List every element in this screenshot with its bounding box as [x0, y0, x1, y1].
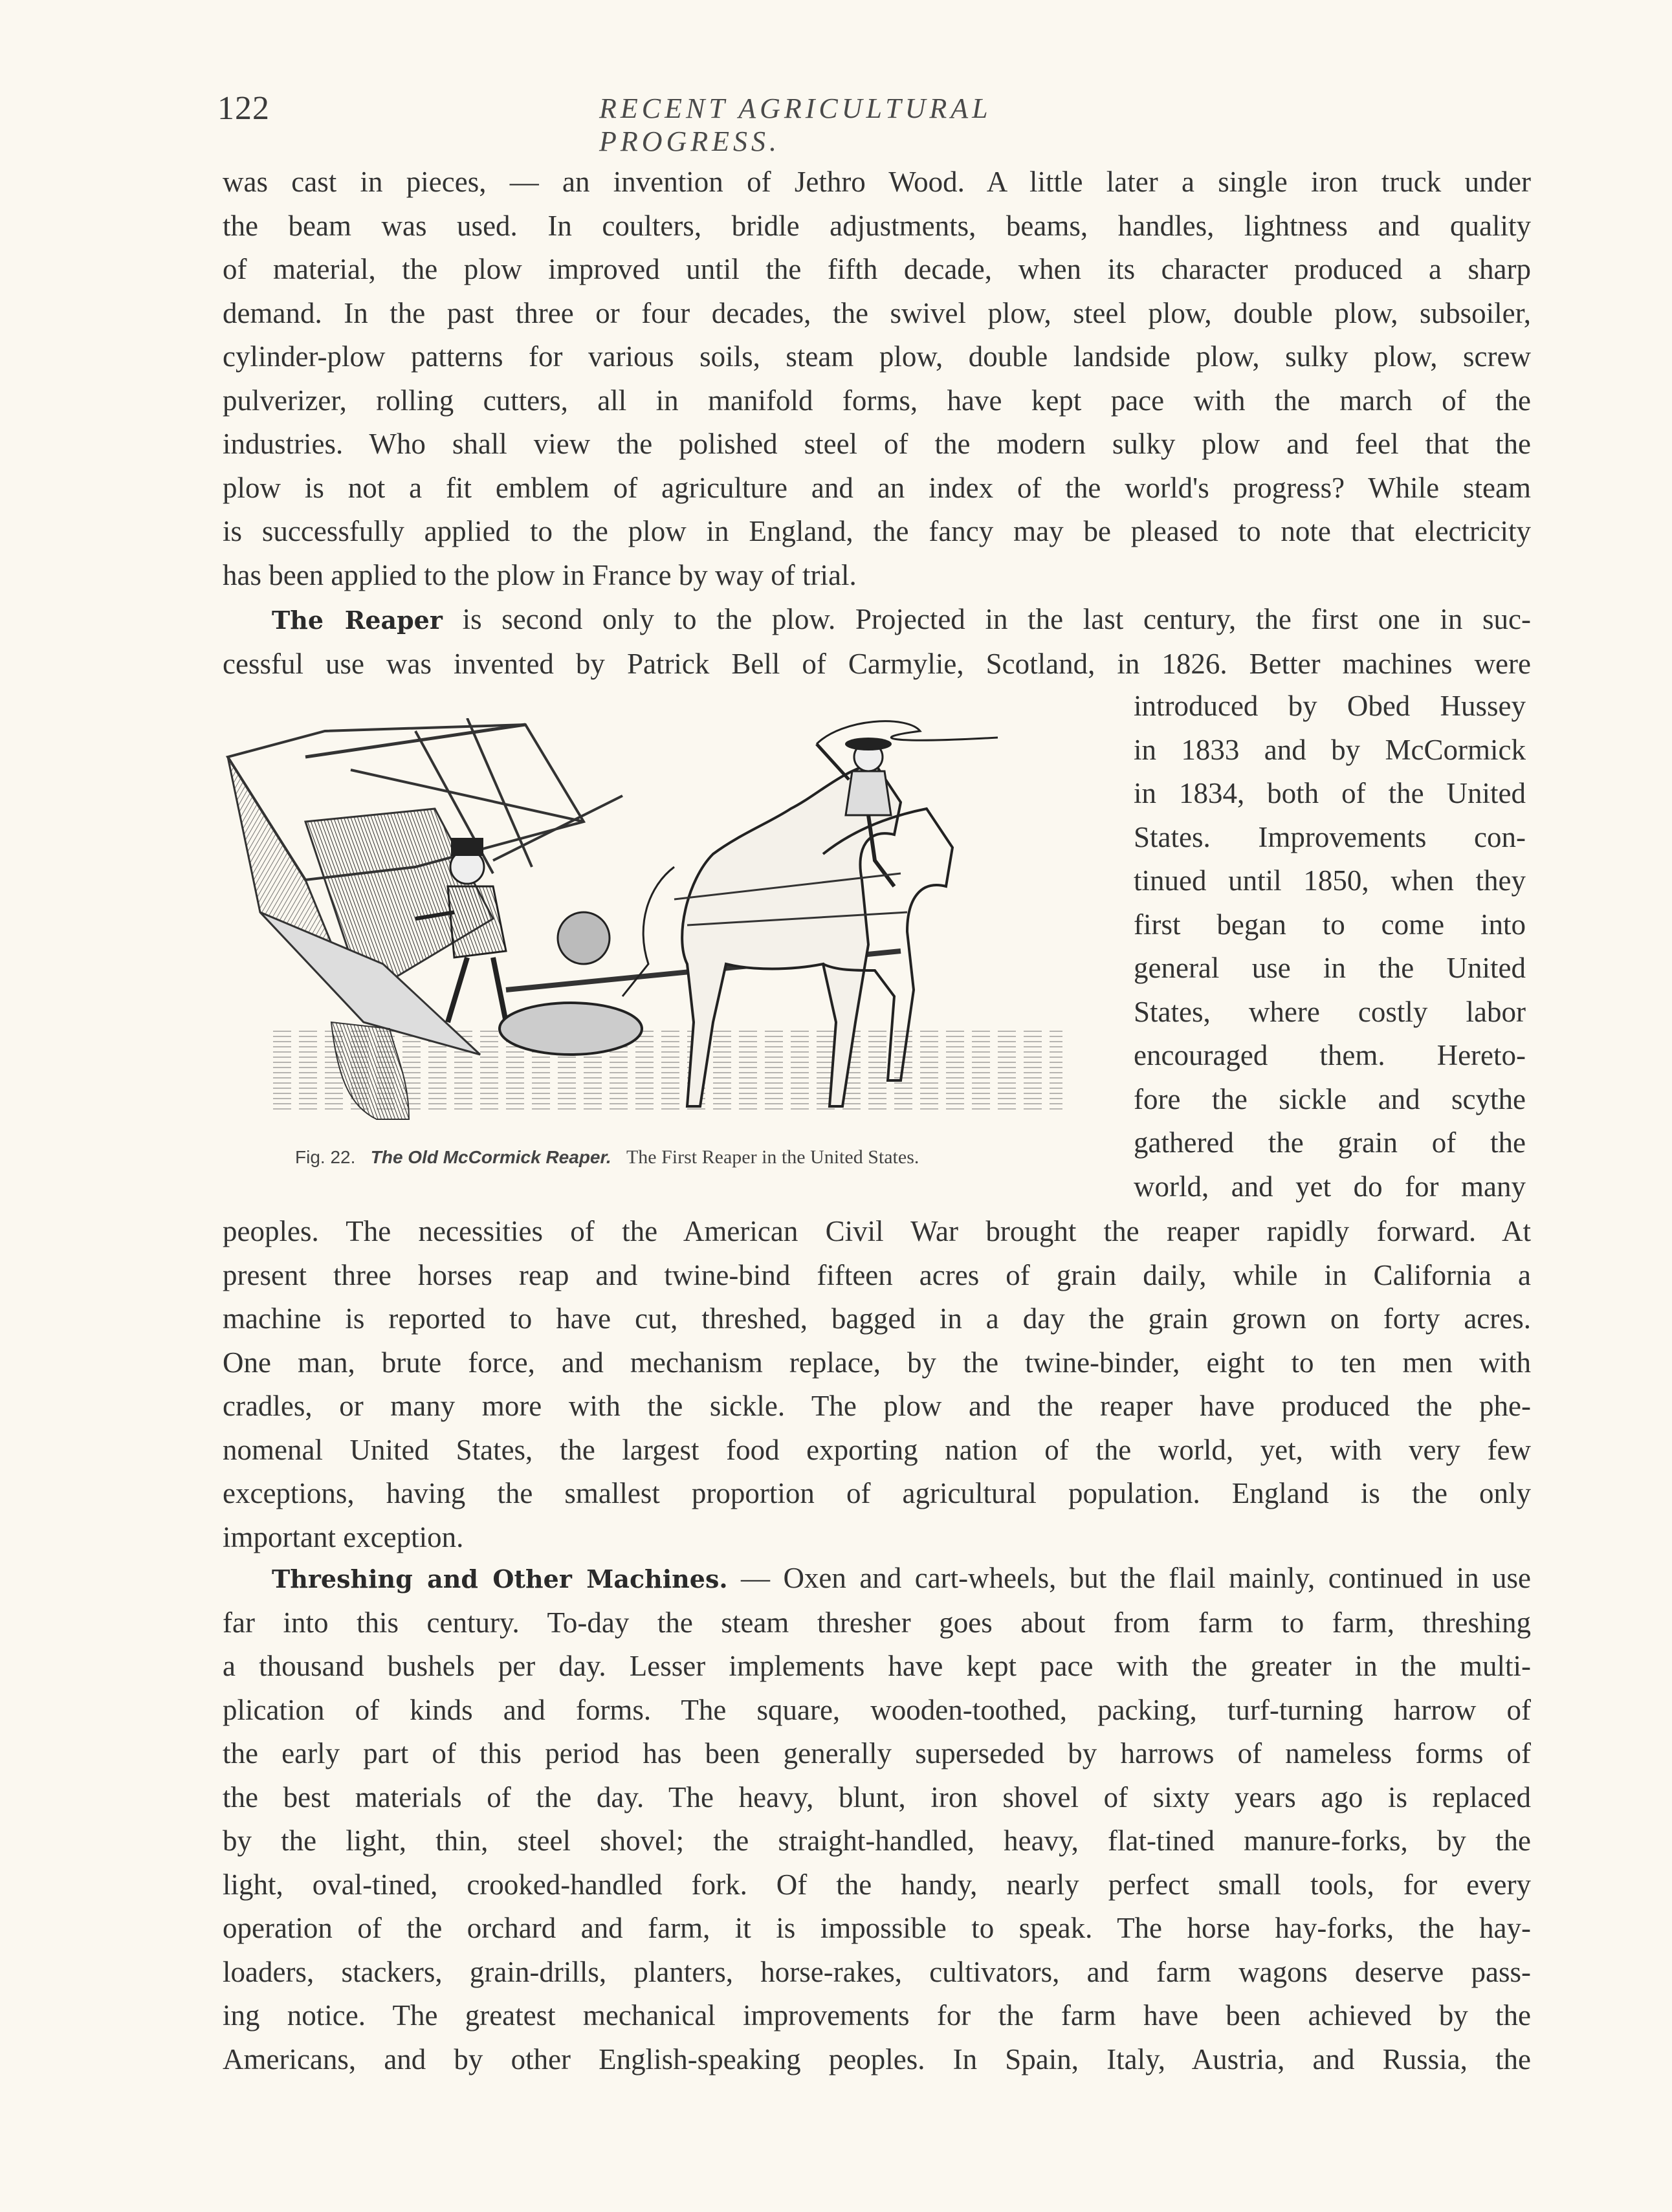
text-line: gathered the grain of the [1134, 1126, 1526, 1159]
paragraph-reaper-continued [223, 1210, 1531, 1559]
text-line: exceptions, having the smallest proportion of agricultural population. England is the only [223, 1477, 1531, 1509]
text-line: has been applied to the plow in France by way of trial. [223, 558, 857, 591]
paragraph-reaper-intro [223, 598, 1531, 686]
text-line: The Reaper is second only to the plow. Projected in the last century, the first one in suc- [272, 603, 1531, 635]
text-line: operation of the orchard and farm, it is impossible to speak. The horse hay-forks, the hay- [223, 1912, 1531, 1944]
text-line: nomenal United States, the largest food exporting nation of the world, yet, with very few [223, 1433, 1531, 1466]
text-line: fore the sickle and scythe [1134, 1082, 1526, 1115]
text-line: States. Improvements con- [1134, 820, 1526, 853]
section-heading-reaper: The Reaper [272, 606, 443, 635]
text-line: introduced by Obed Hussey [1134, 690, 1526, 722]
text-line: was cast in pieces, — an invention of Jethro Wood. A little later a single iron truck under [223, 166, 1531, 198]
text-line: of material, the plow improved until the fifth decade, when its character produced a sharp [223, 253, 1531, 285]
page-number: 122 [217, 90, 270, 127]
page-header [217, 89, 1165, 157]
text-line: One man, brute force, and mechanism replace, by the twine-binder, eight to ten men with [223, 1346, 1531, 1379]
figure-title: The Old McCormick Reaper. [370, 1147, 611, 1167]
text-line: in 1834, both of the United [1134, 777, 1526, 809]
text-line: demand. In the past three or four decades, the swivel plow, steel plow, double plow, subsoiler, [223, 296, 1531, 329]
text-line: general use in the United [1134, 952, 1526, 984]
text-line: the best materials of the day. The heavy, blunt, iron shovel of sixty years ago is replaced [223, 1780, 1531, 1813]
mccormick-reaper-engraving [221, 718, 1101, 1132]
text-line: machine is reported to have cut, threshed, bagged in a day the grain grown on forty acres. [223, 1302, 1531, 1335]
section-heading-threshing: Threshing and Other Machines. [272, 1564, 728, 1593]
text-line: Americans, and by other English-speaking peoples. In Spain, Italy, Austria, and Russia, the [223, 2042, 1531, 2075]
text-line: the early part of this period has been generally superseded by harrows of nameless forms of [223, 1737, 1531, 1769]
text-line: in 1833 and by McCormick [1134, 733, 1526, 766]
text-line: a thousand bushels per day. Lesser implements have kept pace with the greater in the multi- [223, 1650, 1531, 1682]
figure-description: The First Reaper in the United States. [626, 1146, 919, 1168]
reaper-illustration [221, 718, 1101, 1132]
text-line: industries. Who shall view the polished steel of the modern sulky plow and feel that the [223, 428, 1531, 460]
text-line: loaders, stackers, grain-drills, planters, horse-rakes, cultivators, and farm wagons deserve pass- [223, 1955, 1531, 1988]
text-line: is successfully applied to the plow in England, the fancy may be pleased to note that electricity [223, 515, 1531, 547]
text-line: by the light, thin, steel shovel; the straight-handled, heavy, flat-tined manure-forks, by the [223, 1824, 1531, 1857]
text-line: Threshing and Other Machines. — Oxen and cart-wheels, but the flail mainly, continued in use [272, 1562, 1532, 1594]
text-line: world, and yet do for many [1134, 1170, 1526, 1203]
text-line: cylinder-plow patterns for various soils, steam plow, double landside plow, sulky plow, screw [223, 340, 1531, 373]
figure-caption [295, 1146, 919, 1168]
paragraph-reaper-side [1134, 684, 1526, 1209]
text-line: far into this century. To-day the steam thresher goes about from farm to farm, threshing [223, 1606, 1531, 1639]
text-line: light, oval-tined, crooked-handled fork. Of the handy, nearly perfect small tools, for every [223, 1868, 1531, 1901]
text-line: cradles, or many more with the sickle. The plow and the reaper have produced the phe- [223, 1390, 1531, 1422]
text-line: first began to come into [1134, 908, 1526, 941]
text-line: tinued until 1850, when they [1134, 864, 1526, 897]
running-head: RECENT AGRICULTURAL PROGRESS. [599, 93, 991, 157]
figure-label: Fig. 22. [295, 1147, 356, 1167]
text-line: peoples. The necessities of the American Civil War brought the reaper rapidly forward. At [223, 1215, 1531, 1247]
text-line: States, where costly labor [1134, 995, 1526, 1028]
text-line: present three horses reap and twine-bind fifteen acres of grain daily, while in California a [223, 1258, 1531, 1291]
text-line: plication of kinds and forms. The square, wooden-toothed, packing, turf-turning harrow of [223, 1693, 1531, 1726]
text-line: cessful use was invented by Patrick Bell of Carmylie, Scotland, in 1826. Better machines were [223, 647, 1531, 680]
text-line: plow is not a fit emblem of agriculture and an index of the world's progress? While steam [223, 471, 1531, 504]
text-line: encouraged them. Hereto- [1134, 1039, 1526, 1071]
paragraph-threshing [223, 1557, 1531, 2081]
paragraph-plow [223, 160, 1531, 597]
text-line: pulverizer, rolling cutters, all in manifold forms, have kept pace with the march of the [223, 384, 1531, 417]
text-line: ing notice. The greatest mechanical improvements for the farm have been achieved by the [223, 1999, 1531, 2031]
text-line: important exception. [223, 1520, 464, 1553]
text-line: the beam was used. In coulters, bridle adjustments, beams, handles, lightness and quality [223, 209, 1531, 242]
